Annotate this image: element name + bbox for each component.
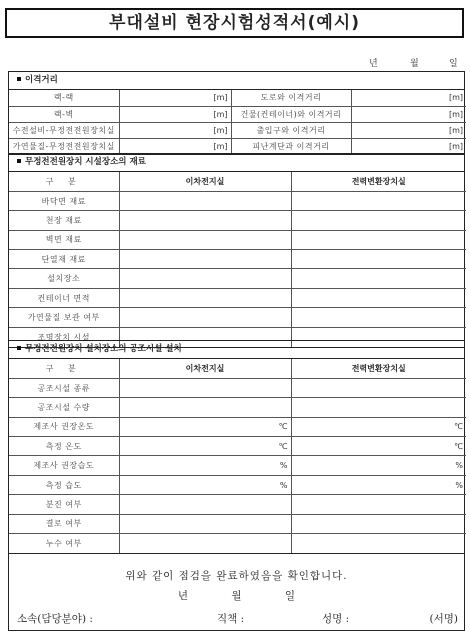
date-month: 월 <box>410 59 419 69</box>
row-label: 가연물질-무정전전원장치실 <box>9 138 119 154</box>
power-conversion-value-field[interactable]: % <box>291 475 466 494</box>
table-row <box>9 288 466 307</box>
power-conversion-value-field[interactable] <box>291 514 466 533</box>
table-row <box>9 106 466 122</box>
table-row <box>9 191 466 210</box>
row-label: 단열재 재료 <box>9 250 119 269</box>
row-label: 분진 여부 <box>9 495 119 514</box>
section-heading: 이격거리 <box>9 72 464 90</box>
confirm-year: 년 <box>177 590 189 602</box>
table-row <box>9 308 466 327</box>
power-conversion-value-field[interactable]: % <box>291 456 466 475</box>
row-label: 랙-랙 <box>9 90 119 106</box>
table-row <box>9 437 466 456</box>
bullet-icon <box>17 346 21 350</box>
table-row <box>9 250 466 269</box>
document-date <box>0 56 470 68</box>
battery-room-value-field[interactable] <box>119 269 291 288</box>
battery-room-value-field[interactable]: % <box>119 475 291 494</box>
name-label: 성명 : <box>322 613 350 625</box>
column-header-battery-room: 이차전지실 <box>119 359 291 378</box>
row-label: 수전설비-무정전전원장치실 <box>9 122 119 138</box>
confirm-month: 월 <box>231 590 242 602</box>
distance-value-field[interactable]: [m] <box>119 122 231 138</box>
confirmation-message: 위와 같이 점검을 완료하였음을 확인합니다. <box>125 570 348 582</box>
power-conversion-value-field[interactable] <box>291 191 466 210</box>
bullet-icon <box>17 159 21 163</box>
row-label: 설치장소 <box>9 269 119 288</box>
row-label: 랙-벽 <box>9 106 119 122</box>
power-conversion-value-field[interactable] <box>291 230 466 249</box>
air-conditioning-section <box>8 340 465 554</box>
power-conversion-value-field[interactable]: ℃ <box>291 437 466 456</box>
battery-room-value-field[interactable] <box>119 534 291 553</box>
power-conversion-value-field[interactable] <box>291 308 466 327</box>
table-row <box>9 534 466 553</box>
row-label: 컨테이너 면적 <box>9 288 119 307</box>
table-row <box>9 378 466 397</box>
battery-room-value-field[interactable] <box>119 308 291 327</box>
confirmation-block <box>8 553 465 631</box>
power-conversion-value-field[interactable] <box>291 211 466 230</box>
confirmation-date <box>9 588 464 603</box>
column-header-power-conversion-room: 전력변환장치실 <box>291 172 466 191</box>
air-conditioning-table <box>9 359 466 553</box>
row-label: 조명장치 시설 <box>9 327 119 346</box>
materials-table <box>9 172 466 347</box>
column-header-battery-room: 이차전지실 <box>119 172 291 191</box>
battery-room-value-field[interactable]: % <box>119 456 291 475</box>
distance-value-field[interactable]: [m] <box>119 138 231 154</box>
battery-room-value-field[interactable] <box>119 230 291 249</box>
row-label: 출입구와 이격거리 <box>231 122 351 138</box>
row-label: 제조사 권장온도 <box>9 417 119 436</box>
column-header-power-conversion-room: 전력변환장치실 <box>291 359 466 378</box>
row-label: 측정 온도 <box>9 437 119 456</box>
battery-room-value-field[interactable]: ℃ <box>119 437 291 456</box>
separation-distance-section <box>8 71 465 155</box>
row-label: 벽면 재료 <box>9 230 119 249</box>
table-row <box>9 90 466 106</box>
battery-room-value-field[interactable] <box>119 398 291 417</box>
row-label: 천장 재료 <box>9 211 119 230</box>
battery-room-value-field[interactable] <box>119 191 291 210</box>
table-row <box>9 495 466 514</box>
section-heading: 무정전전원장치 시설장소의 재료 <box>9 154 464 172</box>
table-row <box>9 122 466 138</box>
table-row <box>9 269 466 288</box>
date-day: 일 <box>449 59 458 69</box>
table-header-row <box>9 359 466 378</box>
separation-distance-table <box>9 90 466 154</box>
battery-room-value-field[interactable] <box>119 514 291 533</box>
battery-room-value-field[interactable] <box>119 288 291 307</box>
table-row <box>9 138 466 154</box>
distance-value-field[interactable]: [m] <box>119 90 231 106</box>
date-year: 년 <box>369 59 378 69</box>
row-label: 공조시설 수량 <box>9 398 119 417</box>
document-title: 부대설비 현장시험성적서(예시) <box>5 8 464 38</box>
materials-section <box>8 153 465 348</box>
table-row <box>9 456 466 475</box>
row-label: 누수 여부 <box>9 534 119 553</box>
battery-room-value-field[interactable] <box>119 250 291 269</box>
distance-value-field[interactable]: [m] <box>351 122 466 138</box>
row-label: 피난계단과 이격거리 <box>231 138 351 154</box>
power-conversion-value-field[interactable] <box>291 495 466 514</box>
power-conversion-value-field[interactable] <box>291 288 466 307</box>
affiliation-label: 소속(담당분야) : <box>17 613 93 625</box>
table-row <box>9 211 466 230</box>
section-heading: 무정전전원장치 설치장소의 공조시설 설치 <box>9 341 464 359</box>
row-label: 가연물질 보관 여부 <box>9 308 119 327</box>
table-row <box>9 417 466 436</box>
row-label: 측정 습도 <box>9 475 119 494</box>
row-label: 도로와 이격거리 <box>231 90 351 106</box>
table-row <box>9 475 466 494</box>
row-label: 건물(컨테이너)와 이격거리 <box>231 106 351 122</box>
battery-room-value-field[interactable]: ℃ <box>119 417 291 436</box>
power-conversion-value-field[interactable]: ℃ <box>291 417 466 436</box>
table-row <box>9 514 466 533</box>
row-label: 제조사 권장습도 <box>9 456 119 475</box>
row-label: 바닥면 재료 <box>9 191 119 210</box>
bullet-icon <box>17 77 21 81</box>
row-label: 공조시설 종류 <box>9 378 119 397</box>
column-header-category: 구 분 <box>9 359 119 378</box>
distance-value-field[interactable]: [m] <box>351 138 466 154</box>
distance-value-field[interactable]: [m] <box>119 106 231 122</box>
battery-room-value-field[interactable] <box>119 378 291 397</box>
power-conversion-value-field[interactable] <box>291 250 466 269</box>
distance-value-field[interactable]: [m] <box>351 106 466 122</box>
table-row <box>9 230 466 249</box>
power-conversion-value-field[interactable] <box>291 378 466 397</box>
table-row <box>9 398 466 417</box>
position-label: 직책 : <box>217 613 245 625</box>
battery-room-value-field[interactable] <box>119 495 291 514</box>
power-conversion-value-field[interactable] <box>291 269 466 288</box>
distance-value-field[interactable]: [m] <box>351 90 466 106</box>
signature-label: (서명) <box>429 613 458 625</box>
table-header-row <box>9 172 466 191</box>
battery-room-value-field[interactable] <box>119 211 291 230</box>
power-conversion-value-field[interactable] <box>291 534 466 553</box>
column-header-category: 구 분 <box>9 172 119 191</box>
signature-line <box>17 611 458 625</box>
row-label: 결로 여부 <box>9 514 119 533</box>
power-conversion-value-field[interactable] <box>291 398 466 417</box>
confirm-day: 일 <box>284 590 296 602</box>
